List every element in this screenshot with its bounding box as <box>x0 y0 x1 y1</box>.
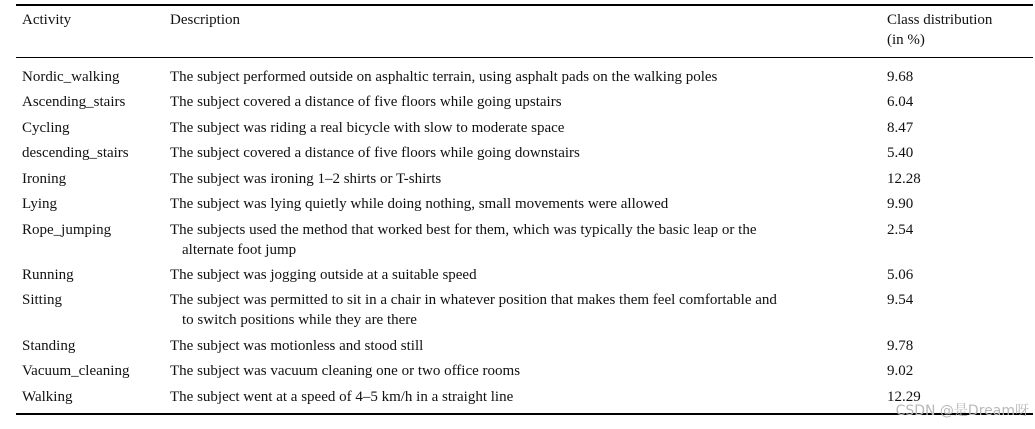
distribution-cell: 8.47 <box>887 120 914 136</box>
watermark: CSDN @是Dream呀 <box>895 403 1029 419</box>
activity-cell: Sitting <box>22 292 63 308</box>
activity-cell: Standing <box>22 338 76 354</box>
activity-cell: Ironing <box>22 171 67 187</box>
distribution-cell: 9.54 <box>887 292 914 308</box>
header-class-distribution-line1: Class distribution <box>887 12 993 28</box>
distribution-cell: 6.04 <box>887 94 914 110</box>
description-line: The subjects used the method that worked best for them, which was typically the basic leap or the <box>170 222 757 238</box>
activity-cell: descending_stairs <box>22 145 129 161</box>
distribution-cell: 5.06 <box>887 267 914 283</box>
description-cell: The subject was motionless and stood still <box>170 338 424 354</box>
description-cell: The subject was riding a real bicycle with slow to moderate space <box>170 120 565 136</box>
description-line-continued: to switch positions while they are there <box>182 312 417 328</box>
description-cell <box>170 290 875 330</box>
activity-cell: Rope_jumping <box>22 222 112 238</box>
distribution-cell: 12.29 <box>887 389 921 405</box>
header-class-distribution <box>887 10 1033 50</box>
header-description: Description <box>170 12 240 28</box>
description-cell: The subject covered a distance of five floors while going downstairs <box>170 145 580 161</box>
description-cell: The subject went at a speed of 4–5 km/h in a straight line <box>170 389 514 405</box>
description-cell: The subject was jogging outside at a suitable speed <box>170 267 477 283</box>
activity-cell: Running <box>22 267 74 283</box>
distribution-cell: 9.78 <box>887 338 914 354</box>
activity-cell: Lying <box>22 196 58 212</box>
header-activity: Activity <box>22 12 72 28</box>
description-cell: The subject covered a distance of five floors while going upstairs <box>170 94 562 110</box>
header-class-distribution-line2: (in %) <box>887 32 925 48</box>
description-cell <box>170 220 875 260</box>
table-top-rule <box>16 4 1033 6</box>
distribution-cell: 12.28 <box>887 171 921 187</box>
distribution-cell: 9.02 <box>887 363 914 379</box>
table-header-rule <box>16 57 1033 58</box>
activity-cell: Nordic_walking <box>22 69 120 85</box>
table-bottom-rule <box>16 413 1033 415</box>
distribution-cell: 2.54 <box>887 222 914 238</box>
description-line: The subject was permitted to sit in a chair in whatever position that makes them feel comfortable and <box>170 292 777 308</box>
description-cell: The subject was vacuum cleaning one or two office rooms <box>170 363 521 379</box>
activity-cell: Vacuum_cleaning <box>22 363 130 379</box>
activity-cell: Ascending_stairs <box>22 94 126 110</box>
distribution-cell: 9.68 <box>887 69 914 85</box>
description-cell: The subject was ironing 1–2 shirts or T-shirts <box>170 171 442 187</box>
distribution-cell: 5.40 <box>887 145 914 161</box>
activity-cell: Walking <box>22 389 73 405</box>
description-cell: The subject was lying quietly while doing nothing, small movements were allowed <box>170 196 669 212</box>
distribution-cell: 9.90 <box>887 196 914 212</box>
description-line-continued: alternate foot jump <box>182 242 297 258</box>
activity-cell: Cycling <box>22 120 70 136</box>
description-cell: The subject performed outside on asphaltic terrain, using asphalt pads on the walking poles <box>170 69 718 85</box>
